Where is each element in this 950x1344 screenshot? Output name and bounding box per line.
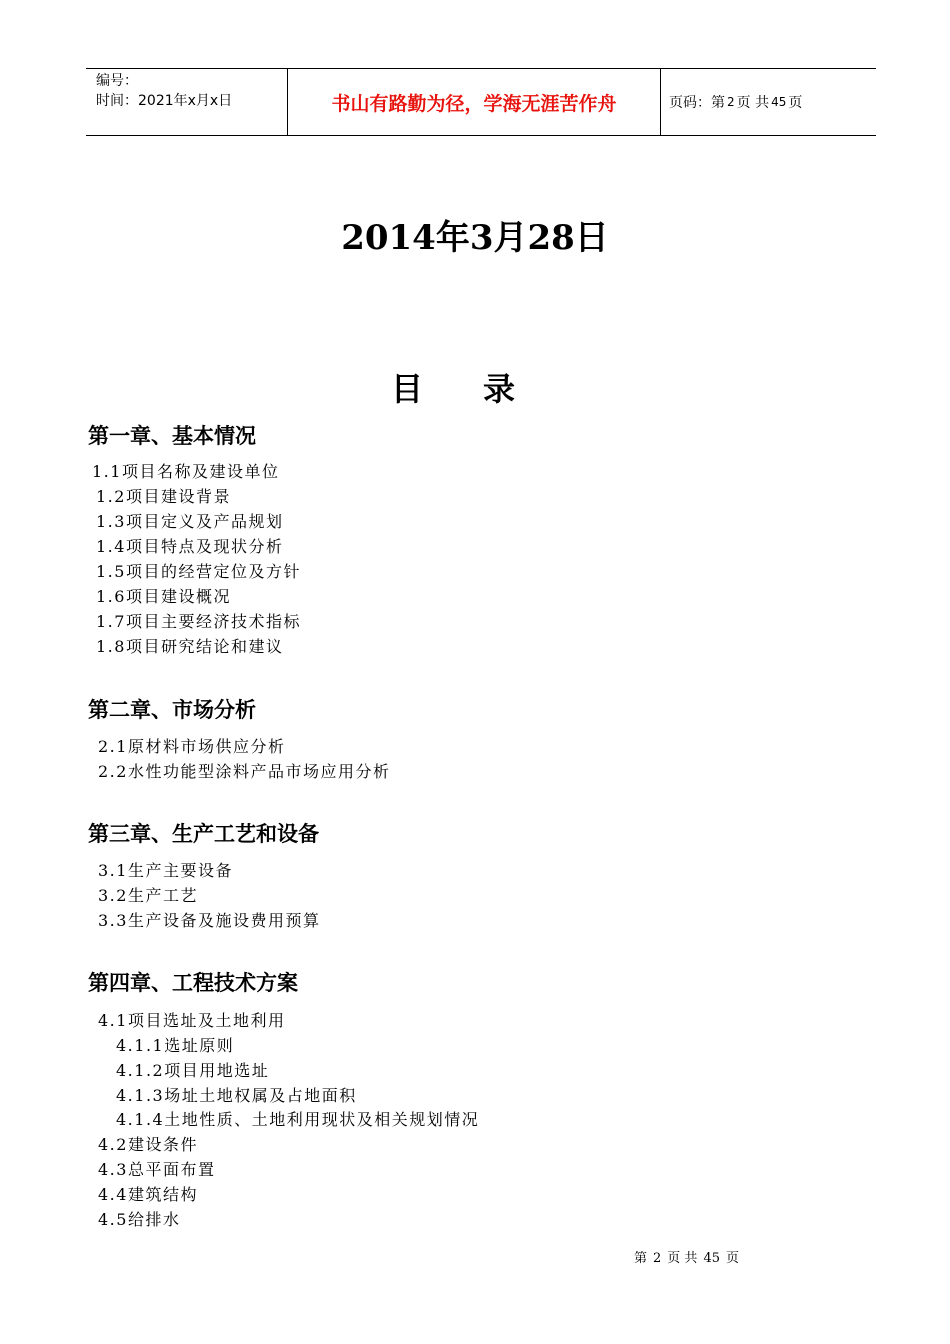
toc-item: 3.3生产设备及施设费用预算 <box>98 911 321 930</box>
toc-item: 1.7项目主要经济技术指标 <box>96 612 301 631</box>
toc-item: 4.1项目选址及土地利用 <box>98 1011 286 1030</box>
header-page-suffix: 页 <box>788 95 803 111</box>
page-footer <box>634 1247 745 1266</box>
chapter-title: 第二章、市场分析 <box>88 698 256 722</box>
toc-item: 1.6项目建设概况 <box>96 587 231 606</box>
toc-subitem: 4.1.2项目用地选址 <box>116 1061 270 1080</box>
toc-item: 4.3总平面布置 <box>98 1160 216 1179</box>
header-page-info <box>669 69 802 135</box>
chapter-title: 第四章、工程技术方案 <box>88 971 298 995</box>
toc-item: 1.3项目定义及产品规划 <box>96 512 284 531</box>
toc-subitem: 4.1.1选址原则 <box>116 1036 235 1055</box>
header-page-current: 2 <box>727 95 735 109</box>
toc-item: 2.2水性功能型涂料产品市场应用分析 <box>98 762 391 781</box>
toc-item: 1.1项目名称及建设单位 <box>92 462 280 481</box>
toc-item: 1.8项目研究结论和建议 <box>96 637 284 656</box>
toc-item: 3.2生产工艺 <box>98 886 198 905</box>
footer-suffix: 页 <box>725 1251 739 1266</box>
chapter-title: 第一章、基本情况 <box>88 424 256 448</box>
toc-subitem: 4.1.3场址土地权属及占地面积 <box>116 1086 357 1105</box>
toc-item: 4.4建筑结构 <box>98 1185 198 1204</box>
toc-item: 1.4项目特点及现状分析 <box>96 537 284 556</box>
toc-item: 1.2项目建设背景 <box>96 487 231 506</box>
document-date: 2014年3月28日 <box>341 218 609 258</box>
header-meta <box>96 71 232 111</box>
header-page-prefix: 页码：第 <box>669 95 725 111</box>
chapter-title: 第三章、生产工艺和设备 <box>88 822 319 846</box>
footer-page-total: 45 <box>703 1251 720 1266</box>
toc-item: 4.5给排水 <box>98 1210 181 1229</box>
toc-subitem: 4.1.4土地性质、土地利用现状及相关规划情况 <box>116 1110 480 1129</box>
page-header <box>86 68 876 136</box>
header-page-total: 45 <box>771 95 787 109</box>
footer-page-mid: 页 共 <box>667 1251 698 1266</box>
toc-item: 4.2建设条件 <box>98 1135 198 1154</box>
header-time-label: 时间：2021年x月x日 <box>96 93 233 109</box>
toc-item: 3.1生产主要设备 <box>98 861 233 880</box>
toc-item: 2.1原材料市场供应分析 <box>98 737 286 756</box>
toc-item: 1.5项目的经营定位及方针 <box>96 562 301 581</box>
footer-page-current: 2 <box>653 1251 662 1266</box>
footer-prefix: 第 <box>634 1251 648 1266</box>
toc-title: 目录 <box>390 370 575 408</box>
header-page-mid: 页 共 <box>736 95 770 111</box>
header-number-label: 编号： <box>96 73 138 89</box>
header-divider <box>660 69 661 135</box>
header-motto: 书山有路勤为径，学海无涯苦作舟 <box>331 92 617 115</box>
